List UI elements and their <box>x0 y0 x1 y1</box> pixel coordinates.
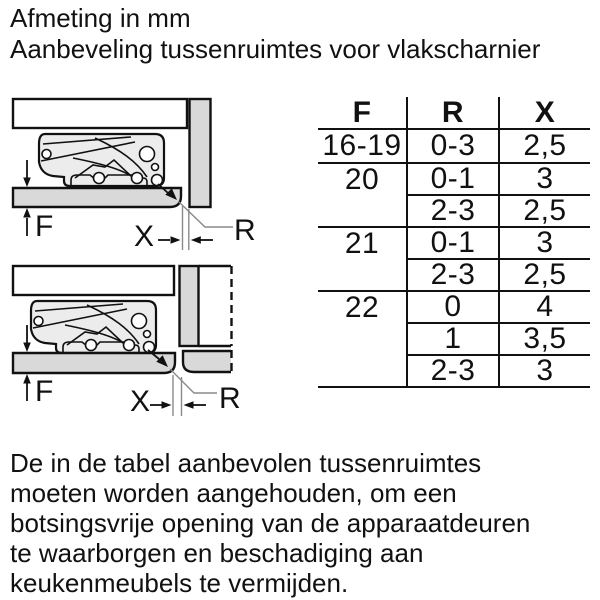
cabinet-top-panel <box>13 266 174 295</box>
note-paragraph <box>10 448 530 598</box>
arrow-up-icon <box>23 208 31 218</box>
cell-x: 2,5 <box>499 195 590 227</box>
cell-x: 3 <box>499 163 590 195</box>
cell-r: 0-3 <box>407 129 499 163</box>
table-header-row <box>318 97 590 129</box>
cell-x: 2,5 <box>499 259 590 291</box>
cell-f: 16-19 <box>318 129 407 163</box>
cell-r: 0-1 <box>407 163 499 195</box>
cell-f: 21 <box>318 227 407 291</box>
flat-hinge <box>39 134 164 186</box>
cell-r: 2-3 <box>407 259 499 291</box>
diagram-hinge-side-wall <box>0 90 320 262</box>
diagram-hinge-adjacent-door <box>0 258 320 430</box>
arrow-right-icon <box>162 401 172 409</box>
table-row <box>318 129 590 163</box>
gap-recommendation-table <box>318 97 590 388</box>
title-line-2: Aanbeveling tussenruimtes voor vlakscharnier <box>10 34 541 64</box>
arrow-left-icon <box>191 236 201 244</box>
cell-x: 2,5 <box>499 129 590 163</box>
col-header-f: F <box>318 97 407 129</box>
note-line: te waarborgen en beschadiging aan <box>10 538 424 568</box>
note-line: moeten worden aangehouden, om een <box>10 478 457 508</box>
dimension-label-f: F <box>35 210 54 243</box>
note-line: botsingsvrije opening van de apparaatdeuren <box>10 508 531 538</box>
table-row <box>318 227 590 259</box>
cabinet-side-panel <box>190 99 211 207</box>
appliance-door-cross-section <box>13 188 181 207</box>
cell-r: 2-3 <box>407 355 499 387</box>
table-row <box>318 163 590 195</box>
x-gap-dimension <box>130 375 206 418</box>
cell-r: 0 <box>407 291 499 323</box>
cell-x: 3,5 <box>499 323 590 355</box>
dimension-label-f: F <box>35 375 54 408</box>
appliance-door-cross-section <box>13 353 175 373</box>
dimension-label-x: X <box>130 385 151 418</box>
note-line: De in de tabel aanbevolen tussenruimtes <box>10 448 482 478</box>
cell-x: 3 <box>499 227 590 259</box>
cell-f: 20 <box>318 163 407 227</box>
cell-f: 22 <box>318 291 407 387</box>
dimension-label-r: R <box>234 214 256 247</box>
cabinet-top-panel <box>13 99 187 128</box>
cell-r: 2-3 <box>407 195 499 227</box>
arrow-up-icon <box>23 374 31 384</box>
dimension-label-x: X <box>134 220 155 253</box>
arrow-right-icon <box>171 236 181 244</box>
cell-r: 1 <box>407 323 499 355</box>
title-line-1: Afmeting in mm <box>10 3 191 33</box>
x-gap-dimension <box>134 206 213 253</box>
cell-r: 0-1 <box>407 227 499 259</box>
col-header-r: R <box>407 97 499 129</box>
arrow-down-icon <box>23 343 31 353</box>
cell-x: 3 <box>499 355 590 387</box>
col-header-x: X <box>499 97 590 129</box>
cabinet-divider-panel <box>180 266 199 346</box>
note-line: keukenmeubels te vermijden. <box>10 568 349 598</box>
dimension-label-r: R <box>219 382 241 415</box>
adjacent-door-panel <box>183 350 232 373</box>
arrow-down-icon <box>23 178 31 188</box>
table-row <box>318 291 590 323</box>
cell-x: 4 <box>499 291 590 323</box>
page-title <box>10 3 540 65</box>
arrow-left-icon <box>184 401 194 409</box>
flat-hinge <box>31 301 156 353</box>
